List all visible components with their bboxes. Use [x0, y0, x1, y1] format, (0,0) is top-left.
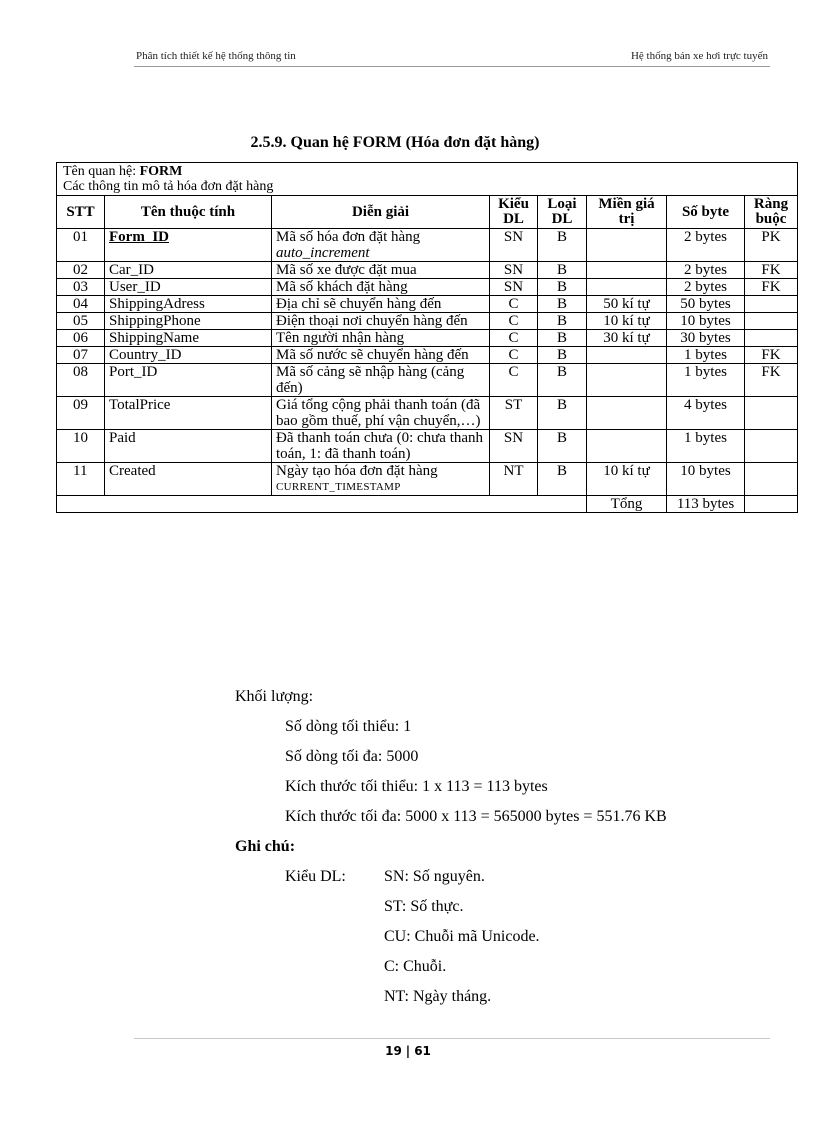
volume-title: Khối lượng:	[235, 688, 314, 705]
cell-constraint: FK	[745, 364, 798, 397]
relation-info-row	[57, 163, 798, 196]
cell-constraint	[745, 313, 798, 330]
cell-description	[272, 296, 490, 313]
volume-line: Số dòng tối đa: 5000	[285, 748, 419, 765]
cell-domain	[587, 279, 667, 296]
table-row	[57, 296, 798, 313]
cell-kind: B	[538, 463, 587, 496]
cell-kind: B	[538, 279, 587, 296]
cell-attribute	[105, 463, 272, 496]
cell-constraint	[745, 430, 798, 463]
cell-type: SN	[490, 430, 538, 463]
note-item: NT: Ngày tháng.	[384, 988, 492, 1005]
cell-constraint: PK	[745, 229, 798, 262]
cell-stt: 09	[57, 397, 105, 430]
description-text: Mã số nước sẽ chuyển hàng đến	[276, 347, 469, 363]
cell-stt: 07	[57, 347, 105, 364]
cell-constraint	[745, 296, 798, 313]
attribute-name: Created	[109, 463, 156, 479]
header-right-title: Hệ thống bán xe hơi trực tuyến	[630, 50, 768, 62]
cell-size: 1 bytes	[667, 430, 745, 463]
table-header-row	[57, 196, 798, 229]
cell-size: 30 bytes	[667, 330, 745, 347]
cell-description	[272, 364, 490, 397]
cell-domain	[587, 397, 667, 430]
cell-description	[272, 397, 490, 430]
cell-type: C	[490, 330, 538, 347]
relation-table	[56, 162, 798, 513]
total-label: Tổng	[587, 496, 667, 513]
footer-divider	[134, 1038, 770, 1039]
description-text: Mã số xe được đặt mua	[276, 262, 417, 278]
table-row	[57, 347, 798, 364]
cell-kind: B	[538, 330, 587, 347]
cell-size: 2 bytes	[667, 279, 745, 296]
description-text: Mã số hóa đơn đặt hàng	[276, 229, 421, 245]
note-item: CU: Chuỗi mã Unicode.	[384, 928, 540, 945]
cell-domain	[587, 347, 667, 364]
cell-stt: 11	[57, 463, 105, 496]
cell-size: 2 bytes	[667, 229, 745, 262]
description-text: Ngày tạo hóa đơn đặt hàng	[276, 463, 438, 479]
page-current: 19	[385, 1044, 402, 1058]
cell-stt: 02	[57, 262, 105, 279]
cell-attribute	[105, 229, 272, 262]
cell-stt: 06	[57, 330, 105, 347]
cell-kind: B	[538, 262, 587, 279]
note-item: ST: Số thực.	[384, 898, 464, 915]
cell-kind: B	[538, 397, 587, 430]
cell-type: SN	[490, 262, 538, 279]
col-size: Số byte	[667, 196, 745, 229]
description-text: Giá tổng cộng phải thanh toán (đã bao gồm thuế, phí vận chuyển,…)	[276, 397, 481, 429]
table-row	[57, 262, 798, 279]
section-title	[0, 134, 790, 152]
cell-size: 1 bytes	[667, 364, 745, 397]
description-text: Mã số khách đặt hàng	[276, 279, 408, 295]
cell-domain: 10 kí tự	[587, 313, 667, 330]
attribute-name: User_ID	[109, 279, 161, 295]
cell-size: 10 bytes	[667, 313, 745, 330]
total-value: 113 bytes	[667, 496, 745, 513]
cell-stt: 10	[57, 430, 105, 463]
cell-type: C	[490, 364, 538, 397]
attribute-name: TotalPrice	[109, 397, 171, 413]
cell-attribute	[105, 330, 272, 347]
page-number	[0, 1044, 816, 1058]
description-text: Điện thoại nơi chuyển hàng đến	[276, 313, 468, 329]
note-item: C: Chuỗi.	[384, 958, 447, 975]
cell-kind: B	[538, 313, 587, 330]
attribute-name: ShippingAdress	[109, 296, 205, 312]
header-divider	[134, 66, 770, 67]
relation-description: Các thông tin mô tả hóa đơn đặt hàng	[63, 179, 274, 194]
cell-description	[272, 463, 490, 496]
table-row	[57, 364, 798, 397]
cell-stt: 05	[57, 313, 105, 330]
cell-stt: 08	[57, 364, 105, 397]
table-row	[57, 330, 798, 347]
col-constraint: Ràng buộc	[745, 196, 798, 229]
page-separator: |	[405, 1044, 411, 1058]
col-kind: Loại DL	[538, 196, 587, 229]
attribute-name: ShippingPhone	[109, 313, 201, 329]
col-domain: Miền giá trị	[587, 196, 667, 229]
cell-description	[272, 262, 490, 279]
cell-constraint	[745, 463, 798, 496]
cell-description	[272, 330, 490, 347]
description-text: Tên người nhận hàng	[276, 330, 405, 346]
cell-kind: B	[538, 430, 587, 463]
cell-type: C	[490, 313, 538, 330]
cell-size: 1 bytes	[667, 347, 745, 364]
table-row	[57, 397, 798, 430]
cell-constraint	[745, 397, 798, 430]
cell-constraint: FK	[745, 262, 798, 279]
cell-description	[272, 279, 490, 296]
notes-label: Kiểu DL:	[285, 868, 346, 885]
cell-type: SN	[490, 279, 538, 296]
cell-attribute	[105, 347, 272, 364]
col-attribute: Tên thuộc tính	[105, 196, 272, 229]
cell-domain: 30 kí tự	[587, 330, 667, 347]
cell-description	[272, 229, 490, 262]
col-description: Diễn giải	[272, 196, 490, 229]
col-stt: STT	[57, 196, 105, 229]
volume-line: Số dòng tối thiểu: 1	[285, 718, 412, 735]
cell-type: SN	[490, 229, 538, 262]
description-note: CURRENT_TIMESTAMP	[276, 481, 401, 493]
cell-attribute	[105, 313, 272, 330]
table-row	[57, 430, 798, 463]
cell-size: 2 bytes	[667, 262, 745, 279]
col-type: Kiểu DL	[490, 196, 538, 229]
description-text: Địa chỉ sẽ chuyển hàng đến	[276, 296, 442, 312]
attribute-name: Car_ID	[109, 262, 154, 278]
cell-size: 4 bytes	[667, 397, 745, 430]
cell-size: 10 bytes	[667, 463, 745, 496]
description-note: auto_increment	[276, 245, 370, 261]
cell-type: ST	[490, 397, 538, 430]
header-left-title: Phân tích thiết kế hệ thống thông tin	[136, 50, 296, 62]
relation-name-label: Tên quan hệ:	[63, 164, 137, 179]
section-title-text: Quan hệ FORM (Hóa đơn đặt hàng)	[290, 134, 540, 151]
cell-domain	[587, 430, 667, 463]
cell-domain	[587, 364, 667, 397]
cell-constraint	[745, 330, 798, 347]
notes-title: Ghi chú:	[235, 838, 296, 855]
attribute-name: Port_ID	[109, 364, 158, 380]
cell-attribute	[105, 430, 272, 463]
cell-kind: B	[538, 364, 587, 397]
cell-attribute	[105, 262, 272, 279]
cell-stt: 03	[57, 279, 105, 296]
cell-kind: B	[538, 229, 587, 262]
cell-description	[272, 313, 490, 330]
description-text: Đã thanh toán chưa (0: chưa thanh toán, 1: đã thanh toán)	[276, 430, 484, 462]
cell-kind: B	[538, 347, 587, 364]
description-text: Mã số cảng sẽ nhập hàng (cảng đến)	[276, 364, 465, 396]
table-row	[57, 279, 798, 296]
cell-description	[272, 430, 490, 463]
volume-line: Kích thước tối thiểu: 1 x 113 = 113 bytes	[285, 778, 548, 795]
cell-domain	[587, 229, 667, 262]
cell-type: NT	[490, 463, 538, 496]
volume-line: Kích thước tối đa: 5000 x 113 = 565000 bytes = 551.76 KB	[285, 808, 667, 825]
cell-domain: 10 kí tự	[587, 463, 667, 496]
cell-domain: 50 kí tự	[587, 296, 667, 313]
cell-stt: 01	[57, 229, 105, 262]
cell-kind: B	[538, 296, 587, 313]
cell-attribute	[105, 364, 272, 397]
cell-attribute	[105, 397, 272, 430]
section-number: 2.5.9.	[250, 134, 287, 151]
cell-description	[272, 347, 490, 364]
table-row	[57, 313, 798, 330]
table-row	[57, 463, 798, 496]
page-total: 61	[414, 1044, 431, 1058]
cell-constraint: FK	[745, 347, 798, 364]
cell-attribute	[105, 296, 272, 313]
note-item: SN: Số nguyên.	[384, 868, 485, 885]
cell-domain	[587, 262, 667, 279]
cell-type: C	[490, 296, 538, 313]
attribute-name: Country_ID	[109, 347, 182, 363]
relation-name: FORM	[139, 164, 183, 179]
attribute-name: Form_ID	[109, 229, 169, 245]
attribute-name: Paid	[109, 430, 136, 446]
attribute-name: ShippingName	[109, 330, 199, 346]
table-row	[57, 229, 798, 262]
cell-stt: 04	[57, 296, 105, 313]
cell-size: 50 bytes	[667, 296, 745, 313]
total-row	[57, 496, 798, 513]
cell-type: C	[490, 347, 538, 364]
cell-attribute	[105, 279, 272, 296]
cell-constraint: FK	[745, 279, 798, 296]
